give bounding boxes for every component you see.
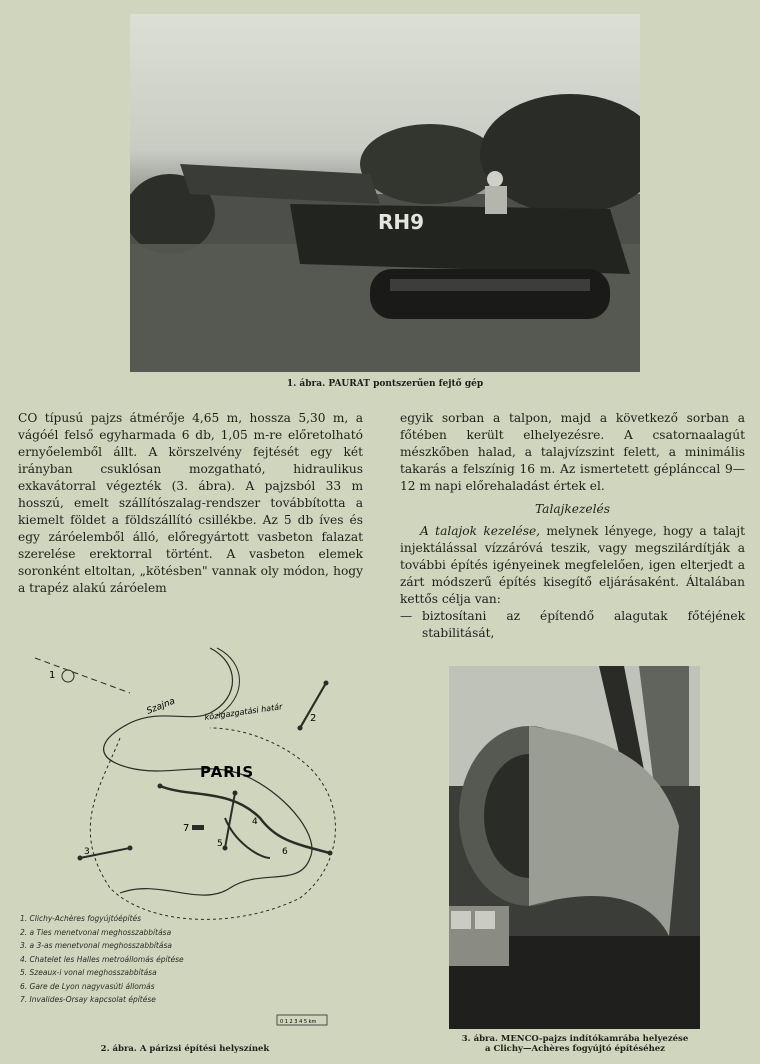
menco-shield-photo	[449, 666, 700, 1029]
legend-item: 7. Invalides-Orsay kapcsolat építése	[20, 995, 156, 1004]
dash-marker: —	[400, 609, 413, 623]
legend-item: 1. Clichy-Achères fogyújtóépítés	[20, 914, 142, 923]
figure2-caption: 2. ábra. A párizsi építési helyszínek	[100, 1044, 270, 1054]
map-river-label: Szajna	[145, 696, 177, 717]
paurat-machine-photo	[130, 14, 640, 372]
legend-item: 4. Chatelet les Halles metroállomás építése	[20, 954, 184, 964]
left-text-column	[18, 410, 363, 597]
right-paragraph-2	[400, 523, 745, 608]
right-paragraph-1: egyik sorban a talpon, majd a következő sorban a főtében került elhelyezésre. A csatornaalagút mészkőben halad, a talajvízszint felett, a minimális takarás a felszínig 16 m. Az ismertetett géplánccal 9—12 m napi előrehaladást értek el.	[400, 411, 745, 493]
legend-item: 3. a 3-as menetvonal meghosszabbítása	[20, 941, 172, 950]
site-number-3: 3	[84, 847, 90, 857]
paragraph2-lead: A talajok kezelése,	[420, 524, 541, 538]
site-number-1: 1	[49, 670, 56, 681]
paragraph2-body: melynek lényege, hogy a talajt injektálással vízzáróvá teszik, vagy megszilárdítják a további építés igényeinek megfelelően, igen elterjedt a zárt módszerű építés kisegítő eljárásaként. Általában kettős célja van:	[400, 524, 745, 606]
menco-photo-illustration	[449, 666, 700, 1029]
map-boundary-label: közigazgatási határ	[204, 702, 283, 722]
figure3-caption-line2: a Clichy—Achères fogyújtó építéséhez	[484, 1044, 665, 1054]
figure1-caption: 1. ábra. PAURAT pontszerűen fejtő gép	[286, 379, 484, 389]
site-number-2: 2	[310, 713, 317, 724]
bullet-item	[400, 608, 745, 642]
figure3-caption	[430, 1034, 720, 1054]
right-text-column	[400, 410, 745, 642]
site-number-4: 4	[252, 817, 258, 827]
legend-item: 6. Gare de Lyon nagyvasúti állomás	[20, 981, 155, 991]
bullet-text: biztosítani az építendő alagutak főtéjének stabilitását,	[422, 609, 745, 640]
map-legend	[20, 912, 184, 1007]
legend-item: 5. Szeaux-i vonal meghosszabbítása	[20, 968, 157, 977]
paurat-photo-illustration	[130, 14, 640, 372]
left-paragraph: CO típusú pajzs átmérője 4,65 m, hossza 5,30 m, a vágóél felső egyharmada 6 db, 1,05 m-re előretolható ernyőelemből állt. A körszelvény fejtését egy két irányban csuklósan mozgatható, hidraulikus exkavátorral végezték (3. ábra). A pajzsból 33 m hosszú, emelt szállítószalag-rendszer továbbította a kiemelt földet a földszállító csillékbe. Az 5 db íves és egy záróelemből álló, előregyártott vasbeton falazat szerelése erektorral történt. A vasbeton elemek soronként eltoltan, „kötésben" vannak oly módon, hogy a trapéz alakú záróelem	[18, 411, 363, 595]
map-scale-label: 0 1 2 3 4 5 km	[280, 1019, 317, 1025]
figure3-caption-line1: 3. ábra. MENCO-pajzs indítókamrába helyezése	[461, 1034, 689, 1044]
legend-item: 2. a Ties menetvonal meghosszabbítása	[20, 927, 172, 937]
site-number-5: 5	[217, 839, 223, 849]
site-number-7: 7	[183, 823, 190, 834]
site-number-6: 6	[282, 847, 288, 857]
section-heading: Talajkezelés	[535, 502, 610, 516]
machine-label: RH9	[378, 210, 425, 234]
map-city-label: PARIS	[200, 763, 255, 781]
